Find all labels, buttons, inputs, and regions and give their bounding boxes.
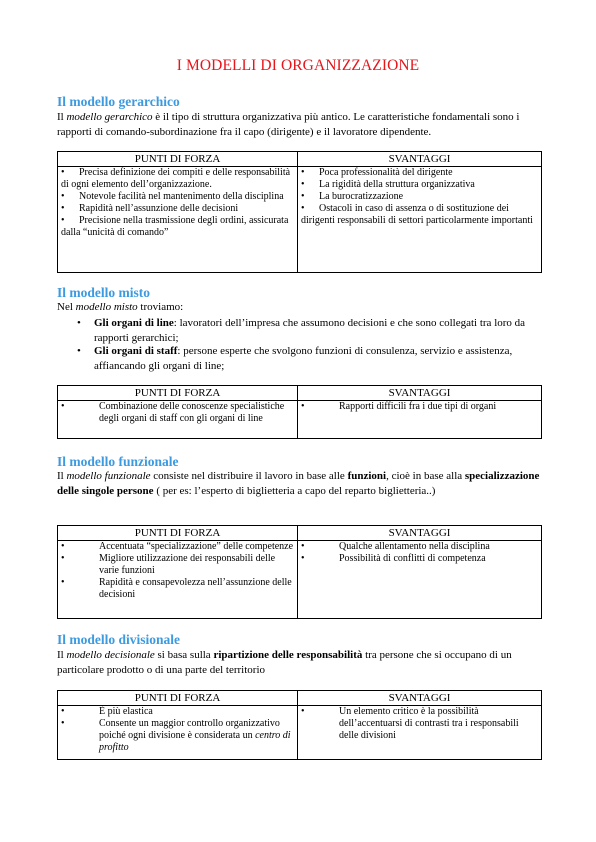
list-item: • La burocratizzazione bbox=[301, 191, 404, 202]
bullet-icon: • bbox=[301, 541, 305, 552]
cons-cell bbox=[298, 401, 542, 439]
list-item: • Possibilità di conflitti di competenza bbox=[301, 553, 486, 564]
comparison-table-gerarchico bbox=[57, 151, 542, 273]
list-item: • Migliore utilizzazione dei responsabili delle varie funzioni bbox=[61, 553, 276, 576]
bullet-term: Gli organi di line bbox=[94, 317, 174, 329]
header-punti-di-forza: PUNTI DI FORZA bbox=[58, 691, 298, 706]
header-punti-di-forza: PUNTI DI FORZA bbox=[58, 386, 298, 401]
para-emphasis: modello gerarchico bbox=[66, 111, 153, 123]
para-emphasis: modello misto bbox=[75, 301, 138, 313]
cons-list bbox=[301, 706, 538, 742]
section-paragraph-funzionale bbox=[57, 469, 543, 499]
list-item: • Notevole facilità nel mantenimento della disciplina bbox=[61, 191, 284, 202]
bullet-text: : lavoratori dell’impresa che assumono decisioni e che sono collegati tra loro da rapporti gerarchici; bbox=[94, 317, 526, 344]
header-punti-di-forza: PUNTI DI FORZA bbox=[58, 526, 298, 541]
para-bold: funzioni bbox=[347, 470, 387, 482]
bullet-icon: • bbox=[301, 179, 305, 190]
bullet-icon: • bbox=[61, 203, 65, 214]
bullet-icon: • bbox=[61, 401, 65, 412]
bullet-icon: • bbox=[301, 167, 305, 178]
list-item: • Rapidità nell’assunzione delle decisioni bbox=[61, 203, 239, 214]
cons-cell bbox=[298, 167, 542, 273]
pros-list bbox=[61, 706, 294, 754]
document-title: I MODELLI DI ORGANIZZAZIONE bbox=[176, 57, 420, 74]
list-item: • Ostacoli in caso di assenza o di sostituzione dei dirigenti responsabili di settori particolarmente importanti bbox=[301, 203, 533, 226]
bullet-icon: • bbox=[301, 191, 305, 202]
list-item: • Precisione nella trasmissione degli ordini, assicurata dalla “unicità di comando” bbox=[61, 215, 289, 238]
header-svantaggi: SVANTAGGI bbox=[298, 386, 542, 401]
list-item: • Precisa definizione dei compiti e delle responsabilità di ogni elemento dell’organizzazione. bbox=[61, 167, 291, 190]
pros-cell bbox=[58, 401, 298, 439]
emphasis-text: centro di profitto bbox=[99, 730, 291, 753]
bullet-organi-line bbox=[77, 316, 537, 346]
para-bold: specializzazione delle singole persone bbox=[57, 470, 540, 497]
list-item: • Qualche allentamento nella disciplina bbox=[301, 541, 490, 552]
bullet-icon: • bbox=[61, 706, 65, 717]
section-paragraph-gerarchico bbox=[57, 110, 543, 140]
list-item: • Un elemento critico è la possibilità dell’accentuarsi di contrasti tra i responsabili delle divisioni bbox=[301, 706, 519, 741]
bullet-text: : persone esperte che svolgono funzioni di consulenza, servizio e assistenza, affiancando gli organi di line; bbox=[94, 345, 513, 372]
list-item: • Rapporti difficili fra i due tipi di organi bbox=[301, 401, 497, 412]
cons-cell bbox=[298, 706, 542, 760]
list-item: • Poca professionalità del dirigente bbox=[301, 167, 453, 178]
bullet-icon: • bbox=[301, 706, 305, 717]
list-item: • Combinazione delle conoscenze specialistiche degli organi di staff con gli organi di line bbox=[61, 401, 285, 424]
para-text: è il tipo di struttura organizzativa più antico. Le caratteristiche fondamentali sono i rapporti di comando-subordinazione fra il capo (dirigente) e il lavoratore dipendente. bbox=[57, 111, 520, 138]
bullet-icon: • bbox=[301, 203, 305, 214]
section-paragraph-misto bbox=[57, 300, 543, 315]
pros-list bbox=[61, 541, 294, 601]
list-item: • Accentuata “specializzazione” delle competenze bbox=[61, 541, 294, 552]
header-svantaggi: SVANTAGGI bbox=[298, 526, 542, 541]
bullet-term: Gli organi di staff bbox=[94, 345, 178, 357]
pros-cell bbox=[58, 541, 298, 619]
para-text: , cioè in base alla bbox=[386, 470, 465, 482]
comparison-table-funzionale bbox=[57, 525, 542, 619]
section-paragraph-divisionale bbox=[57, 648, 543, 678]
para-text: si basa sulla bbox=[154, 649, 214, 661]
pros-cell bbox=[58, 167, 298, 273]
pros-cell bbox=[58, 706, 298, 760]
list-item: • La rigidità della struttura organizzativa bbox=[301, 179, 475, 190]
para-text: Il bbox=[57, 649, 67, 661]
section-heading-misto: Il modello misto bbox=[57, 285, 150, 300]
bullet-icon: • bbox=[61, 577, 65, 588]
header-punti-di-forza: PUNTI DI FORZA bbox=[58, 152, 298, 167]
para-text: tra persone che si occupano di un particolare prodotto o di una parte del territorio bbox=[57, 649, 512, 676]
bullet-icon: • bbox=[61, 215, 65, 226]
comparison-table-divisionale bbox=[57, 690, 542, 760]
section-heading-divisionale: Il modello divisionale bbox=[57, 632, 181, 647]
bullet-icon: • bbox=[301, 401, 305, 412]
bullet-icon: • bbox=[61, 541, 65, 552]
bullet-icon: • bbox=[61, 718, 65, 729]
list-item: • Consente un maggior controllo organizzativo poiché ogni divisione è considerata un centro di profitto bbox=[61, 718, 291, 753]
para-text: Nel bbox=[57, 301, 76, 313]
para-bold: ripartizione delle responsabilità bbox=[213, 649, 363, 661]
para-emphasis: modello funzionale bbox=[66, 470, 151, 482]
pros-list bbox=[61, 167, 294, 239]
list-item: • Rapidità e consapevolezza nell’assunzione delle decisioni bbox=[61, 577, 292, 600]
para-emphasis: modello decisionale bbox=[66, 649, 155, 661]
para-text: troviamo: bbox=[137, 301, 184, 313]
cons-cell bbox=[298, 541, 542, 619]
header-svantaggi: SVANTAGGI bbox=[298, 691, 542, 706]
para-text: consiste nel distribuire il lavoro in base alle bbox=[150, 470, 348, 482]
bullet-icon: • bbox=[77, 317, 81, 329]
para-text: Il bbox=[57, 470, 67, 482]
pros-list bbox=[61, 401, 294, 425]
bullet-icon: • bbox=[61, 553, 65, 564]
bullet-icon: • bbox=[61, 167, 65, 178]
bullet-icon: • bbox=[77, 345, 81, 357]
bullet-organi-staff bbox=[77, 344, 537, 374]
header-svantaggi: SVANTAGGI bbox=[298, 152, 542, 167]
cons-list bbox=[301, 401, 538, 413]
cons-list bbox=[301, 167, 538, 227]
cons-list bbox=[301, 541, 538, 565]
para-text: ( per es: l’esperto di biglietteria a capo del reparto biglietteria..) bbox=[153, 485, 436, 497]
list-item: • È più elastica bbox=[61, 706, 153, 717]
para-text: Il bbox=[57, 111, 67, 123]
section-heading-funzionale: Il modello funzionale bbox=[57, 454, 179, 469]
bullet-icon: • bbox=[301, 553, 305, 564]
section-heading-gerarchico: Il modello gerarchico bbox=[57, 94, 180, 109]
bullet-icon: • bbox=[61, 191, 65, 202]
comparison-table-misto bbox=[57, 385, 542, 439]
